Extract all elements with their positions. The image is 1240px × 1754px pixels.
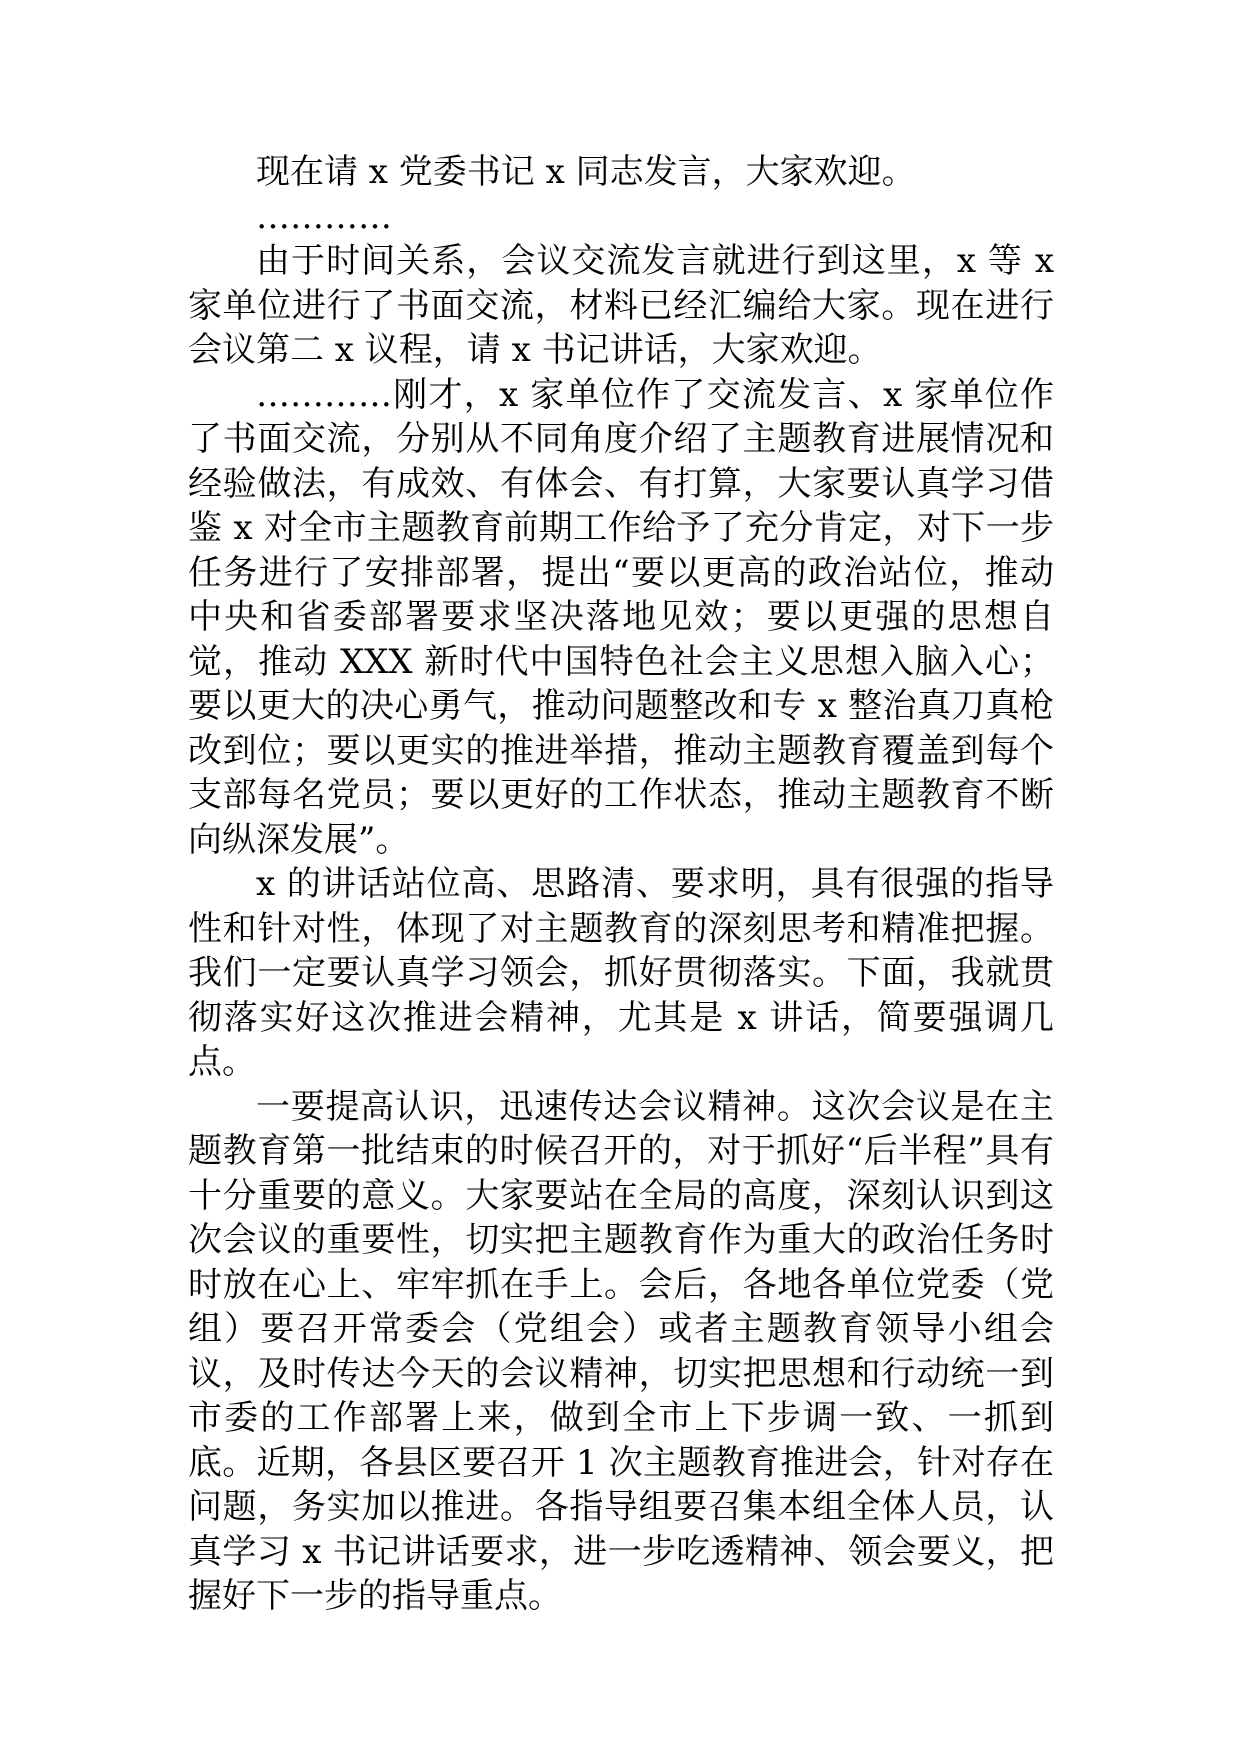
paragraph-point-one: 一要提高认识，迅速传达会议精神。这次会议是在主题教育第一批结束的时候召开的，对于抓好“后半程”具有十分重要的意义。大家要站在全局的高度，深刻认识到这次会议的重要性，切实把主题教育作为重大的政治任务时时放在心上、牢牢抓在手上。会后，各地各单位党委（党组）要召开常委会（党组会）或者主题教育领导小组会议，及时传达今天的会议精神，切实把思想和行动统一到市委的工作部署上来，做到全市上下步调一致、一抓到底。近期，各县区要召开 1 次主题教育推进会，针对存在问题，务实加以推进。各指导组要召集本组全体人员，认真学习 x 书记讲话要求，进一步吃透精神、领会要义，把握好下一步的指导重点。 xyxy=(188,1086,1054,1616)
paragraph-speech-evaluation: x 的讲话站位高、思路清、要求明，具有很强的指导性和针对性，体现了对主题教育的深刻思考和精准把握。我们一定要认真学习领会，抓好贯彻落实。下面，我就贯彻落实好这次推进会精神，尤其是 x 讲话，简要强调几点。 xyxy=(188,864,1054,1082)
paragraph-invitation: 现在请 x 党委书记 x 同志发言，大家欢迎。 xyxy=(256,152,916,192)
paragraph-ellipsis: ………… xyxy=(256,196,392,237)
paragraph-agenda-transition: 由于时间关系，会议交流发言就进行到这里，x 等 x 家单位进行了书面交流，材料已经汇编给大家。现在进行会议第二 x 议程，请 x 书记讲话，大家欢迎。 xyxy=(188,241,1054,370)
document-body xyxy=(188,150,1054,1619)
paragraph-speech-summary: …………刚才，x 家单位作了交流发言、x 家单位作了书面交流，分别从不同角度介绍了主题教育进展情况和经验做法，有成效、有体会、有打算，大家要认真学习借鉴 x 对全市主题教育前期工作给予了充分肯定，对下一步任务进行了安排部署，提出“要以更高的政治站位，推动中央和省委部署要求坚决落地见效；要以更强的思想自觉，推动 XXX 新时代中国特色社会主义思想入脑入心；要以更大的决心勇气，推动问题整改和专 x 整治真刀真枪改到位；要以更实的推进举措，推动主题教育覆盖到每个支部每名党员；要以更好的工作状态，推动主题教育不断向纵深发展”。 xyxy=(188,374,1054,860)
